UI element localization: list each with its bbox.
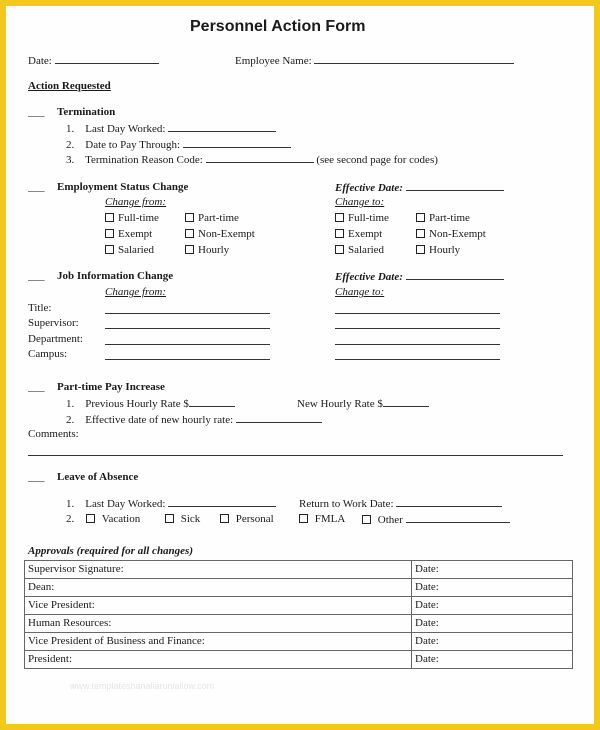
- form-title: Personnel Action Form: [190, 18, 366, 35]
- option-label: Exempt: [348, 228, 383, 240]
- reason-code-label: Termination Reason Code:: [85, 154, 203, 166]
- to-parttime-option[interactable]: [416, 212, 470, 225]
- effective-date-blank[interactable]: [406, 270, 504, 280]
- supervisor-label: Supervisor:: [28, 317, 79, 329]
- approval-row: [25, 579, 573, 597]
- termination-item-1: [66, 122, 276, 136]
- list-number: 3.: [66, 154, 75, 166]
- to-fulltime-option[interactable]: [335, 212, 389, 225]
- checkbox[interactable]: [185, 245, 194, 254]
- termination-check-blank[interactable]: ___: [28, 106, 45, 118]
- previous-rate-blank[interactable]: [189, 397, 235, 407]
- checkbox[interactable]: [416, 229, 425, 238]
- from-fulltime-option[interactable]: [105, 212, 159, 225]
- approval-date-cell[interactable]: Date:: [412, 597, 573, 615]
- approval-signature-cell[interactable]: Vice President of Business and Finance:: [25, 633, 412, 651]
- last-day-worked-blank[interactable]: [168, 122, 276, 132]
- return-to-work-label: Return to Work Date:: [299, 498, 394, 510]
- date-blank[interactable]: [55, 54, 159, 64]
- to-exempt-option[interactable]: [335, 228, 382, 241]
- effective-rate-date-blank[interactable]: [236, 413, 322, 423]
- option-label: Part-time: [198, 212, 239, 224]
- to-salaried-option[interactable]: [335, 244, 384, 257]
- approvals-heading: Approvals (required for all changes): [28, 545, 193, 557]
- pay-check-blank[interactable]: ___: [28, 381, 45, 393]
- checkbox[interactable]: [105, 245, 114, 254]
- option-label: Salaried: [118, 244, 155, 256]
- pay-item-1: [66, 397, 235, 411]
- job-check-blank[interactable]: ___: [28, 270, 45, 282]
- effective-rate-date-label: Effective date of new hourly rate:: [85, 414, 234, 426]
- checkbox[interactable]: [299, 514, 308, 523]
- vacation-option[interactable]: [86, 513, 140, 526]
- other-blank[interactable]: [406, 513, 510, 523]
- fmla-option[interactable]: [299, 513, 345, 526]
- job-change-to: Change to:: [335, 286, 385, 298]
- option-label: Sick: [180, 513, 201, 525]
- leave-item-1: [66, 497, 276, 511]
- list-number: 2.: [66, 139, 75, 151]
- approval-row: [25, 651, 573, 669]
- campus-to-blank[interactable]: [335, 359, 500, 360]
- option-label: Hourly: [198, 244, 230, 256]
- approvals-table: [24, 560, 573, 669]
- option-label: Non-Exempt: [198, 228, 255, 240]
- option-label: Personal: [235, 513, 274, 525]
- employee-name-label: Employee Name:: [235, 55, 312, 67]
- termination-item-2: [66, 138, 291, 152]
- campus-from-blank[interactable]: [105, 359, 270, 360]
- option-label: Full-time: [118, 212, 159, 224]
- campus-label: Campus:: [28, 348, 68, 360]
- termination-label: Termination: [57, 106, 116, 118]
- approval-row: [25, 561, 573, 579]
- employment-check-blank[interactable]: ___: [28, 181, 45, 193]
- sick-option[interactable]: [165, 513, 200, 526]
- employee-name-blank[interactable]: [314, 54, 514, 64]
- checkbox[interactable]: [105, 213, 114, 222]
- checkbox[interactable]: [335, 213, 344, 222]
- title-label: Title:: [28, 302, 52, 314]
- option-label: Hourly: [429, 244, 461, 256]
- employee-name-field[interactable]: [235, 54, 514, 68]
- pay-increase-label: Part-time Pay Increase: [57, 381, 165, 393]
- leave-number-2: 2.: [66, 513, 75, 525]
- pay-through-label: Date to Pay Through:: [85, 139, 181, 151]
- checkbox[interactable]: [335, 245, 344, 254]
- new-rate-blank[interactable]: [383, 397, 429, 407]
- other-option[interactable]: [362, 513, 510, 527]
- approval-row: [25, 597, 573, 615]
- reason-code-blank[interactable]: [206, 153, 314, 163]
- list-number: 1.: [66, 498, 75, 510]
- effective-date-label: Effective Date:: [335, 182, 403, 194]
- checkbox[interactable]: [416, 245, 425, 254]
- previous-rate-label: Previous Hourly Rate $: [85, 398, 189, 410]
- checkbox[interactable]: [185, 213, 194, 222]
- effective-date-blank[interactable]: [406, 181, 504, 191]
- approval-signature-cell[interactable]: Dean:: [25, 579, 412, 597]
- pay-item-2: [66, 413, 322, 427]
- employment-change-from: Change from:: [105, 196, 167, 208]
- approval-date-cell[interactable]: Date:: [412, 651, 573, 669]
- action-requested-heading: Action Requested: [28, 80, 111, 92]
- termination-item-3: [66, 153, 438, 167]
- checkbox[interactable]: [362, 515, 371, 524]
- date-label: Date:: [28, 55, 52, 67]
- option-label: Exempt: [118, 228, 153, 240]
- pay-through-blank[interactable]: [183, 138, 291, 148]
- title-from-blank[interactable]: [105, 313, 270, 314]
- date-field[interactable]: [28, 54, 159, 68]
- from-hourly-option[interactable]: [185, 244, 229, 257]
- leave-of-absence-label: Leave of Absence: [57, 471, 139, 483]
- leave-check-blank[interactable]: ___: [28, 471, 45, 483]
- checkbox[interactable]: [105, 229, 114, 238]
- option-label: FMLA: [314, 513, 346, 525]
- approval-date-cell[interactable]: Date:: [412, 561, 573, 579]
- from-exempt-option[interactable]: [105, 228, 152, 241]
- return-to-work-blank[interactable]: [396, 497, 502, 507]
- department-to-blank[interactable]: [335, 344, 500, 345]
- checkbox[interactable]: [220, 514, 229, 523]
- return-to-work-field: [299, 497, 502, 511]
- from-salaried-option[interactable]: [105, 244, 154, 257]
- department-from-blank[interactable]: [105, 344, 270, 345]
- last-day-worked-label: Last Day Worked:: [85, 123, 166, 135]
- approval-signature-cell[interactable]: President:: [25, 651, 412, 669]
- leave-last-day-blank[interactable]: [168, 497, 276, 507]
- approval-signature-cell[interactable]: Supervisor Signature:: [25, 561, 412, 579]
- job-info-label: Job Information Change: [57, 270, 174, 282]
- list-number: 1.: [66, 398, 75, 410]
- supervisor-to-blank[interactable]: [335, 328, 500, 329]
- new-rate-label: New Hourly Rate $: [297, 398, 383, 410]
- job-effective-date[interactable]: [335, 270, 504, 284]
- list-number: 2.: [66, 414, 75, 426]
- approval-row: [25, 633, 573, 651]
- employment-status-label: Employment Status Change: [57, 181, 189, 193]
- approval-signature-cell[interactable]: Vice President:: [25, 597, 412, 615]
- employment-effective-date[interactable]: [335, 181, 504, 195]
- approval-date-cell[interactable]: Date:: [412, 579, 573, 597]
- option-label: Non-Exempt: [429, 228, 486, 240]
- leave-last-day-label: Last Day Worked:: [85, 498, 166, 510]
- approval-date-cell[interactable]: Date:: [412, 615, 573, 633]
- employment-change-to: Change to:: [335, 196, 385, 208]
- checkbox[interactable]: [165, 514, 174, 523]
- option-label: Part-time: [429, 212, 470, 224]
- effective-date-label: Effective Date:: [335, 271, 403, 283]
- option-label: Salaried: [348, 244, 385, 256]
- approval-row: [25, 615, 573, 633]
- personal-option[interactable]: [220, 513, 274, 526]
- title-to-blank[interactable]: [335, 313, 500, 314]
- approval-signature-cell[interactable]: Human Resources:: [25, 615, 412, 633]
- approval-date-cell[interactable]: Date:: [412, 633, 573, 651]
- job-change-from: Change from:: [105, 286, 167, 298]
- list-number: 1.: [66, 123, 75, 135]
- comments-blank[interactable]: [28, 455, 563, 456]
- to-hourly-option[interactable]: [416, 244, 460, 257]
- new-rate-field: [297, 397, 429, 411]
- from-parttime-option[interactable]: [185, 212, 239, 225]
- to-nonexempt-option[interactable]: [416, 228, 486, 241]
- checkbox[interactable]: [416, 213, 425, 222]
- checkbox[interactable]: [335, 229, 344, 238]
- option-label: Full-time: [348, 212, 389, 224]
- checkbox[interactable]: [86, 514, 95, 523]
- reason-code-note: (see second page for codes): [316, 154, 438, 166]
- department-label: Department:: [28, 333, 83, 345]
- from-nonexempt-option[interactable]: [185, 228, 255, 241]
- checkbox[interactable]: [185, 229, 194, 238]
- option-label: Vacation: [101, 513, 141, 525]
- option-label: Other: [377, 514, 403, 526]
- comments-label: Comments:: [28, 428, 79, 440]
- supervisor-from-blank[interactable]: [105, 328, 270, 329]
- watermark: www.templateshanaliaruniallow.com: [70, 681, 215, 691]
